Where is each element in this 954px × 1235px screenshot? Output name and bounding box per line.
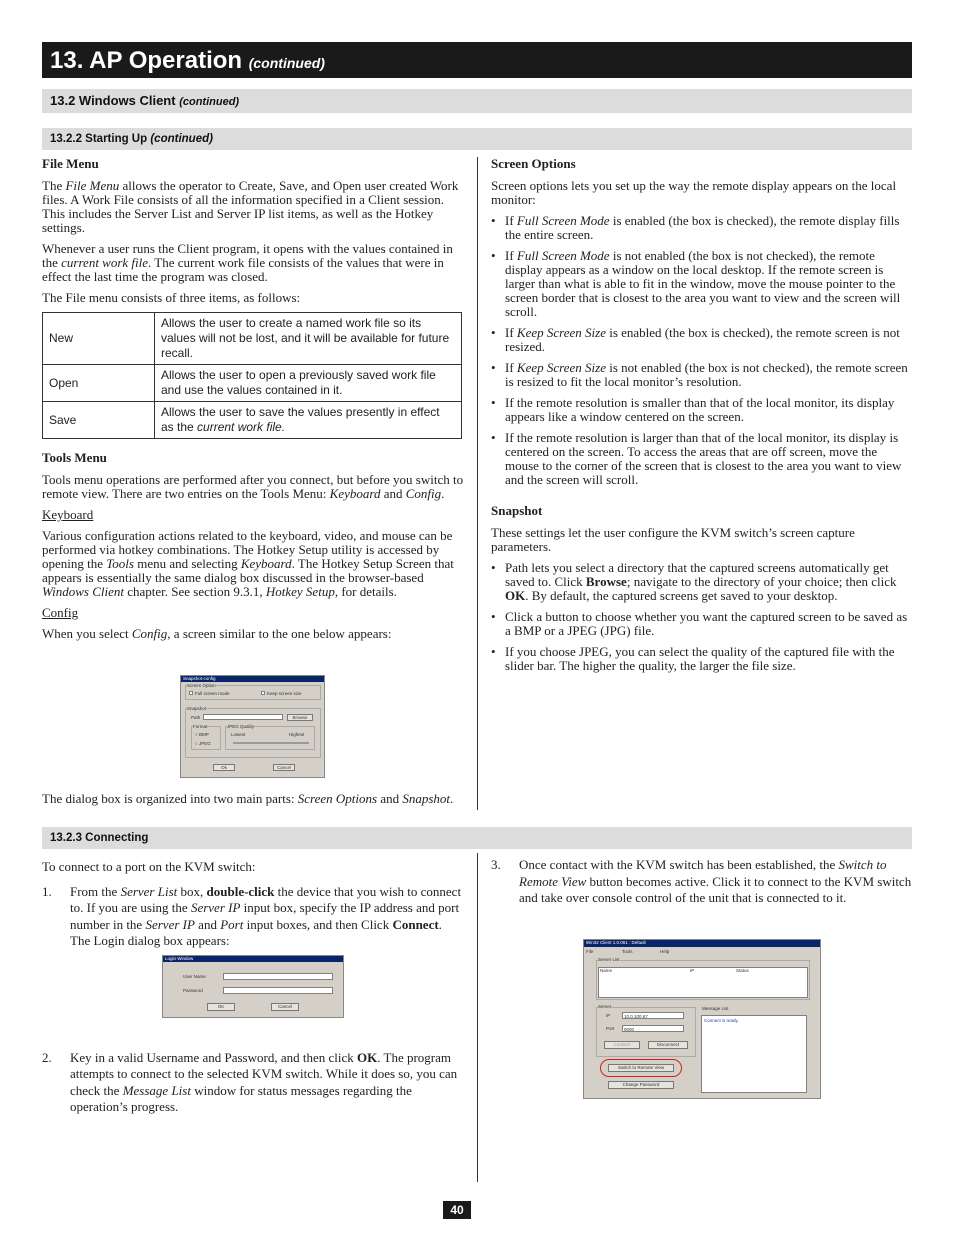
screen-options-intro: Screen options lets you set up the way the remote display appears on the local monitor: [491, 178, 897, 207]
message-list-label: Message List [702, 1006, 729, 1011]
file-menu-paragraph-2: Whenever a user runs the Client program, it opens with the values contained in the current work file. The current work file consists of the values that were in effect the last time the program was closed. [42, 241, 453, 284]
column-divider [477, 853, 478, 1182]
bmp-radio[interactable]: ○ BMP [195, 732, 209, 737]
connecting-intro: To connect to a port on the KVM switch: [42, 859, 256, 874]
list-item: • Path lets you select a directory that the captured screens automatically get saved to. Click Browse; navigate to the directory of your choice; then click OK. By default, the captured screens get saved to your desktop. [491, 561, 912, 603]
right-column-connecting [491, 857, 912, 917]
server-list-box[interactable] [598, 967, 808, 998]
list-item: • If the remote resolution is larger than that of the local monitor, its display is centered on the screen. To access the areas that are off screen, move the mouse to the corner of the screen that is closest to the area you want to view and the screen will scroll. [491, 431, 912, 487]
ip-label: IP [606, 1013, 611, 1018]
path-input[interactable] [203, 714, 283, 720]
list-item: 3. Once contact with the KVM switch has been established, the Switch to Remote View button becomes active. Click it to connect to the KVM switch and take over console control of the unit that is connected to it. [491, 857, 912, 905]
port-label: Port [606, 1026, 615, 1031]
subsection-continued: (continued) [150, 133, 213, 145]
disconnect-button[interactable]: Disconnect [648, 1041, 688, 1049]
message-text: Connect is ready. [704, 1018, 739, 1023]
snapshot-list [491, 561, 912, 673]
server-list-label: Server List [598, 957, 620, 962]
subsection-heading-starting-up [42, 128, 912, 150]
connecting-steps-continued [491, 857, 912, 907]
tools-menu-heading: Tools Menu [42, 450, 107, 465]
page-title-continued: (continued) [248, 55, 325, 71]
port-input[interactable] [622, 1025, 684, 1032]
login-ok-button[interactable]: OK [207, 1003, 235, 1011]
change-password-button[interactable]: Change Password [608, 1081, 674, 1089]
snapshot-group-label: Snapshot [187, 706, 207, 711]
login-dialog-screenshot [162, 955, 344, 1018]
password-label: Password [183, 988, 203, 993]
file-menu-paragraph-1: The File Menu allows the operator to Create, Save, and Open user created Work files. A Work File consists of all the information specified in a Client session. This includes the Server List and Server IP list items, as well as the Hotkey settings. [42, 178, 459, 235]
username-label: User Name [183, 974, 206, 979]
dialog-parts-paragraph: The dialog box is organized into two main parts: Screen Options and Snapshot. [42, 791, 454, 806]
table-cell-desc: Allows the user to save the values presently in effect as the current work file. [155, 402, 462, 439]
section-continued: (continued) [179, 96, 240, 108]
snapshot-intro: These settings let the user configure the KVM switch’s screen capture parameters. [491, 525, 855, 554]
file-menu-heading: File Menu [42, 156, 99, 171]
page-title-text: 13. AP Operation [50, 47, 243, 74]
right-column-starting-up [491, 157, 912, 680]
list-item: 2. Key in a valid Username and Password, and then click OK. The program attempts to connect to the selected KVM switch. While it does so, you can check the Message List window for status messages regarding the operation’s progress. [42, 1049, 458, 1114]
highest-label: Highest [289, 732, 305, 737]
client-window-screenshot [583, 939, 821, 1099]
file-menu-table [42, 312, 462, 439]
page-title [50, 47, 325, 77]
list-item: • Click a button to choose whether you want the captured screen to be saved as a BMP or a JPEG (JPG) file. [491, 610, 912, 638]
dialog-description [42, 792, 464, 813]
section-title: 13.2 Windows Client [50, 93, 176, 108]
left-column-starting-up [42, 157, 464, 648]
jpeg-radio[interactable]: ○ JPEG [195, 741, 211, 746]
table-row [43, 365, 462, 402]
config-paragraph: When you select Config, a screen similar to the one below appears: [42, 626, 392, 641]
subsection-title: 13.2.3 Connecting [50, 832, 149, 844]
config-dialog-screenshot [180, 675, 325, 778]
highlight-ellipse [600, 1059, 682, 1077]
snapshot-heading: Snapshot [491, 503, 543, 518]
screen-option-group-label: Screen Option [187, 683, 216, 688]
table-cell-item: Save [43, 402, 155, 439]
ip-input[interactable] [622, 1012, 684, 1019]
quality-slider[interactable] [233, 742, 309, 744]
list-item: 1. From the Server List box, double-click the device that you wish to connect to. If you are using the Server IP input box, specify the IP address and port number in the Server IP and Port input boxes, and then Click Connect. The Login dialog box appears: [42, 883, 462, 948]
login-cancel-button[interactable]: Cancel [271, 1003, 299, 1011]
column-name: Name [600, 968, 613, 973]
column-status: Status [736, 968, 749, 973]
ok-button[interactable]: Ok [213, 764, 235, 771]
full-screen-label: Full screen mode [195, 691, 230, 696]
page-header [42, 42, 912, 78]
format-group [191, 726, 221, 750]
page-number: 40 [443, 1201, 471, 1219]
tools-menu-paragraph: Tools menu operations are performed after you connect, but before you switch to remote view. There are two entries on the Tools Menu: Keyboard and Config. [42, 472, 464, 501]
screen-options-heading: Screen Options [491, 156, 576, 171]
switch-to-remote-view-button[interactable]: Switch to Remote View [608, 1064, 674, 1072]
list-item: • If Full Screen Mode is not enabled (the box is not checked), the remote display appears as a window on the local desktop. If the remote screen is larger than what is able to fit in the window, move the mouse pointer to the screen border that is closest to the area you want to view and the screen will scroll. [491, 249, 912, 319]
password-input[interactable] [223, 987, 333, 994]
section-heading [42, 89, 912, 113]
keep-screen-label: Keep screen size [267, 691, 302, 696]
username-input[interactable] [223, 973, 333, 980]
dialog-title: Snapshot-config [181, 676, 324, 682]
subsection-heading-connecting [42, 827, 912, 849]
keyboard-paragraph: Various configuration actions related to the keyboard, video, and mouse can be performed via hotkey combinations. The Hotkey Setup utility is accessed by opening the Tools menu and selecting Keyboard. The Hotkey Setup Screen that appears is essentially the same dialog box discussed in the browser-based Windows Client chapter. See section 9.3.1, Hotkey Setup, for details. [42, 528, 454, 599]
list-item: • If you choose JPEG, you can select the quality of the captured file with the slider bar. The higher the quality, the larger the file size. [491, 645, 912, 673]
window-title: Win32 Client 1.0.061 : Default [584, 940, 820, 947]
list-item: • If Keep Screen Size is not enabled (the box is not checked), the remote screen is resized to fit the local monitor’s resolution. [491, 361, 912, 389]
format-label: Format [193, 724, 208, 729]
list-item: • If Keep Screen Size is enabled (the box is checked), the remote screen is not resized. [491, 326, 912, 354]
quality-group [225, 726, 315, 750]
port-value: 9000 [624, 1027, 635, 1032]
path-label: Path [191, 715, 201, 720]
config-subheading: Config [42, 605, 79, 620]
subsection-title: 13.2.2 Starting Up [50, 133, 148, 145]
table-cell-desc: Allows the user to open a previously saved work file and use the values contained in it. [155, 365, 462, 402]
browse-button[interactable]: Browse [287, 714, 313, 721]
table-cell-item: Open [43, 365, 155, 402]
file-menu-paragraph-3: The File menu consists of three items, as follows: [42, 290, 301, 305]
quality-label: JPEG Quality [227, 724, 255, 729]
menu-help[interactable]: Help [660, 949, 670, 954]
list-item: • If the remote resolution is smaller than that of the local monitor, its display appears like a window centered on the screen. [491, 396, 912, 424]
table-row [43, 313, 462, 365]
message-list-box[interactable] [701, 1015, 807, 1093]
screen-options-list [491, 214, 912, 487]
lowest-label: Lowest [231, 732, 246, 737]
keyboard-subheading: Keyboard [42, 507, 94, 522]
server-group-label: Server [598, 1004, 612, 1009]
cancel-button[interactable]: Cancel [273, 764, 295, 771]
menu-file[interactable]: File [586, 949, 594, 954]
list-item: • If Full Screen Mode is enabled (the box is checked), the remote display fills the entire screen. [491, 214, 912, 242]
column-divider [477, 157, 478, 810]
table-row [43, 402, 462, 439]
table-cell-desc: Allows the user to create a named work file so its values will not be lost, and it will be available for future recall. [155, 313, 462, 365]
table-cell-item: New [43, 313, 155, 365]
keep-screen-checkbox[interactable] [261, 691, 265, 695]
menu-tools[interactable]: Tools [622, 949, 633, 954]
connect-button[interactable]: Connect [604, 1041, 640, 1049]
ip-value: 10.0.100.67 [624, 1014, 648, 1019]
full-screen-checkbox[interactable] [189, 691, 193, 695]
dialog-title: Login Window [163, 956, 343, 962]
column-ip: IP [690, 968, 695, 973]
